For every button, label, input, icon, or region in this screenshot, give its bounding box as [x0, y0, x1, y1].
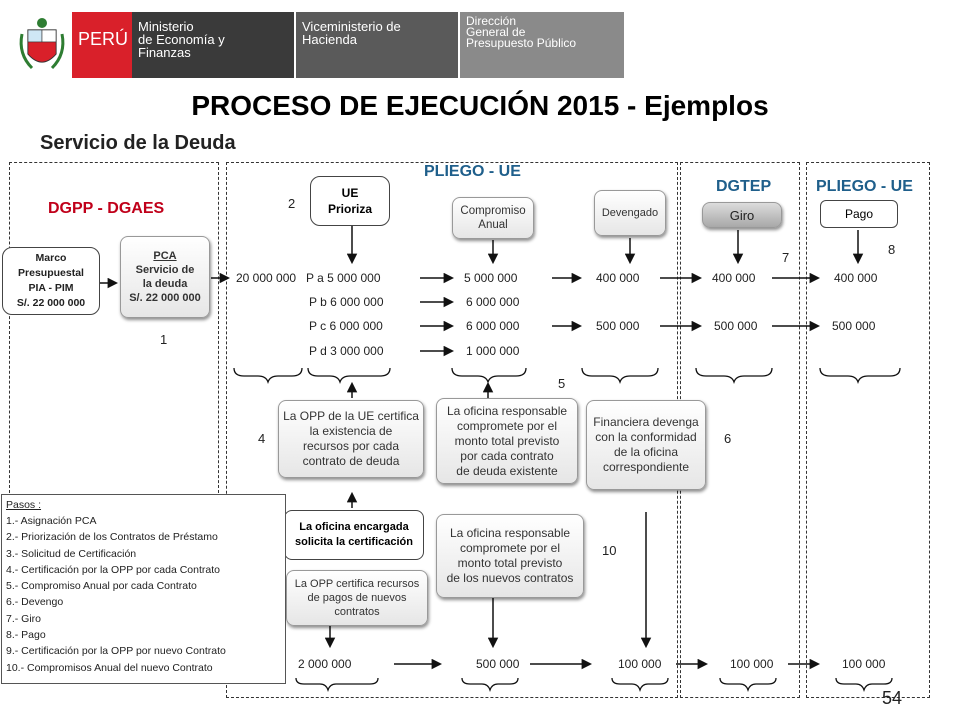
oficina-encargada-line: solicita la certificación	[295, 536, 413, 548]
dgpp-line: General de	[466, 25, 526, 39]
amount-giro-c: 500 000	[714, 319, 758, 333]
devengado-box	[594, 190, 666, 236]
oficina-compromete-line: compromete por el	[456, 418, 558, 433]
step-8: 8	[888, 242, 896, 257]
oficina-compromete-line: La oficina responsable	[446, 403, 568, 418]
ue-prioriza-line: UE	[341, 186, 359, 200]
step-10: 10	[602, 543, 617, 558]
step-2: 2	[288, 196, 296, 211]
amount-bottom-pago: 100 000	[842, 657, 886, 671]
opp-certifica-line: la existencia de	[309, 424, 393, 438]
amount-pago-a: 400 000	[834, 271, 878, 285]
financiera-line: de la oficina	[613, 445, 679, 459]
step-5: 5	[558, 376, 566, 391]
marco-line: Marco	[35, 252, 67, 264]
compromiso-line: Compromiso	[460, 205, 526, 217]
marco-line: PIA - PIM	[28, 282, 74, 294]
region-title-dgtep: DGTEP	[716, 178, 772, 195]
marco-line: S/. 22 000 000	[16, 297, 86, 309]
dgpp-line: Dirección	[466, 14, 517, 28]
pago-box	[820, 200, 898, 228]
compromiso-line: Anual	[478, 219, 508, 231]
legend-item: 8.- Pago	[6, 629, 46, 642]
compromiso-anual-box	[452, 197, 534, 239]
step-1: 1	[160, 332, 168, 347]
region-title-pliego-right: PLIEGO - UE	[816, 178, 913, 195]
ministry-line: de Economía y	[138, 32, 225, 47]
opp-certifica-line: contrato de deuda	[302, 454, 400, 468]
legend-item: 6.- Devengo	[6, 596, 64, 609]
oficina-compromete-line: por cada contrato	[460, 448, 554, 463]
legend-item: 3.- Solicitud de Certificación	[6, 547, 137, 560]
devengado-label: Devengado	[601, 207, 659, 219]
oficina-compromete-line: de deuda existente	[456, 463, 558, 478]
pca-line: PCA	[153, 250, 177, 262]
pca-line: Servicio de	[135, 264, 195, 276]
amount-dev-c: 500 000	[596, 319, 640, 333]
region-title-pliego: PLIEGO - UE	[424, 163, 521, 180]
pca-line: la deuda	[142, 278, 188, 290]
pca-box	[120, 236, 210, 318]
oficina-compromete-box	[436, 398, 578, 484]
legend-item: 2.- Priorización de los Contratos de Préstamo	[6, 531, 218, 544]
opp-certifica-line: recursos por cada	[302, 439, 400, 453]
vice-line: Hacienda	[302, 32, 357, 47]
step-4: 4	[258, 431, 266, 446]
opp-nuevos-line: contratos	[334, 606, 380, 618]
amount-bottom-cert: 2 000 000	[298, 657, 352, 671]
oficina-compromete-line: monto total previsto	[454, 433, 560, 448]
legend-item: 4.- Certificación por la OPP por cada Contrato	[6, 563, 220, 576]
opp-nuevos-line: de pagos de nuevos	[307, 592, 407, 604]
ministry-line: Finanzas	[138, 45, 191, 60]
amount-dev-a: 400 000	[596, 271, 640, 285]
amount-pa: P a 5 000 000	[306, 271, 381, 285]
peru-label: PERÚ	[78, 29, 129, 49]
amount-pago-c: 500 000	[832, 319, 876, 333]
page-number: 54	[882, 688, 903, 708]
dgpp-line: Presupuesto Público	[466, 36, 577, 50]
amount-comp-d: 1 000 000	[466, 344, 520, 358]
amount-pc: P c 6 000 000	[309, 319, 383, 333]
opp-nuevos-line: La OPP certifica recursos	[294, 578, 420, 590]
amount-comp-b: 6 000 000	[466, 295, 520, 309]
pca-line: S/. 22 000 000	[129, 292, 201, 304]
amount-comp-a: 5 000 000	[464, 271, 518, 285]
oficina-nuevos-line: La oficina responsable	[449, 526, 571, 540]
financiera-devenga-box	[586, 400, 706, 490]
amount-pb: P b 6 000 000	[309, 295, 384, 309]
oficina-encargada-box	[284, 510, 424, 560]
financiera-line: con la conformidad	[595, 430, 697, 444]
legend-title: Pasos :	[6, 499, 42, 511]
amount-total: 20 000 000	[236, 271, 297, 285]
legend-item: 5.- Compromiso Anual por cada Contrato	[6, 580, 197, 593]
legend-item: 1.- Asignación PCA	[6, 515, 97, 527]
amount-comp-c: 6 000 000	[466, 319, 520, 333]
ministry-line: Ministerio	[138, 19, 194, 34]
giro-box	[702, 202, 782, 228]
oficina-nuevos-box	[436, 514, 584, 598]
step-6: 6	[724, 431, 732, 446]
legend-item: 7.- Giro	[6, 612, 42, 625]
financiera-line: correspondiente	[602, 460, 690, 474]
ue-prioriza-box	[310, 176, 390, 226]
marco-presupuestal-box	[2, 247, 100, 315]
legend-item: 10.- Compromisos Anual del nuevo Contrato	[6, 661, 213, 674]
ue-prioriza-line: Prioriza	[327, 202, 372, 216]
giro-label: Giro	[729, 207, 755, 223]
oficina-nuevos-line: de los nuevos contratos	[446, 571, 574, 585]
vice-line: Viceministerio de	[302, 19, 401, 34]
marco-line: Presupuestal	[18, 267, 84, 279]
oficina-encargada-line: La oficina encargada	[299, 521, 409, 533]
steps-legend	[1, 494, 286, 684]
amount-pd: P d 3 000 000	[309, 344, 384, 358]
financiera-line: Financiera devenga	[593, 415, 699, 429]
page-subtitle: Servicio de la Deuda	[40, 132, 236, 154]
oficina-nuevos-line: compromete por el	[459, 541, 561, 555]
page-title: PROCESO DE EJECUCIÓN 2015 - Ejemplos	[191, 90, 769, 121]
amount-bottom-dev: 100 000	[618, 657, 662, 671]
oficina-nuevos-line: monto total previsto	[457, 556, 563, 570]
opp-certifica-line: La OPP de la UE certifica	[283, 409, 419, 423]
amount-bottom-comp: 500 000	[476, 657, 520, 671]
amount-giro-a: 400 000	[712, 271, 756, 285]
pago-label: Pago	[844, 207, 874, 221]
step-7: 7	[782, 250, 790, 265]
amount-bottom-giro: 100 000	[730, 657, 774, 671]
region-title-dgpp: DGPP - DGAES	[48, 200, 165, 217]
legend-item: 9.- Certificación por la OPP por nuevo Contrato	[6, 645, 226, 658]
opp-certifica-box	[278, 400, 424, 478]
opp-nuevos-box	[286, 570, 428, 626]
